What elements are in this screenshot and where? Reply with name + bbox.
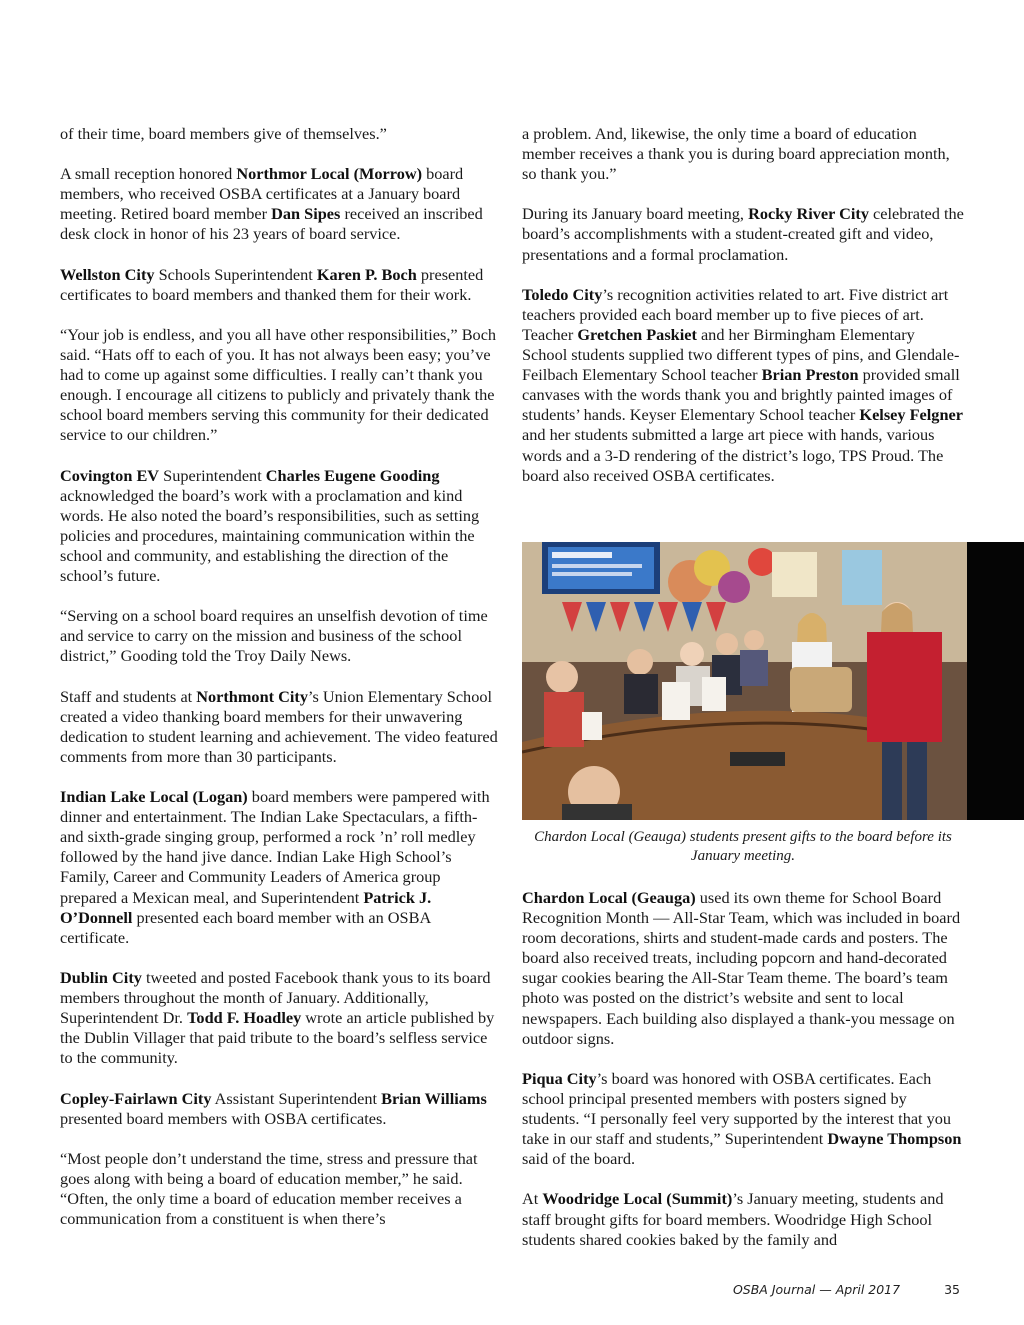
paragraph-indian-lake: Indian Lake Local (Logan) board members were pampered with dinner and entertainment. The Indian Lake Spectaculars, a fifth- and sixth-grade singing group, performed a rock ’n’ roll medley followed by the hand jive dance. Indian Lake High School’s Family, Career and Community Leaders of America group prepared a Mexican meal, and Superintendent Patrick J. O’Donnell presented each board member with an OSBA certificate. bbox=[60, 787, 490, 947]
person-name: Brian Williams bbox=[381, 1088, 487, 1108]
right-column-upper bbox=[522, 124, 964, 506]
paragraph-chardon: Chardon Local (Geauga) used its own theme for School Board Recognition Month — All-Star Team, which was included in board room decorations, shirts and student-made cards and posters. The board also received treats, including popcorn and hand-decorated sugar cookies bearing the All-Star Team theme. The board’s team photo was posted on the district’s website and sent to local newspapers. Each building also displayed a thank-you message on outdoor signs. bbox=[522, 888, 961, 1048]
person-name: Gretchen Paskiet bbox=[577, 324, 697, 344]
district-name: Toledo City bbox=[522, 284, 603, 304]
paragraph-woodridge: At Woodridge Local (Summit)’s January meeting, students and staff brought gifts for board members. Woodridge High School students shared cookies baked by the family and bbox=[522, 1189, 944, 1249]
paragraph-rocky-river: During its January board meeting, Rocky River City celebrated the board’s accomplishments with a student-created gift and video, presentations and a formal proclamation. bbox=[522, 204, 964, 264]
paragraph-copley: Copley-Fairlawn City Assistant Superintendent Brian Williams presented board members with OSBA certificates. bbox=[60, 1088, 487, 1128]
district-name: Rocky River City bbox=[748, 204, 869, 224]
photo-illustration bbox=[522, 542, 1024, 820]
person-name: Dwayne Thompson bbox=[827, 1129, 962, 1149]
left-column bbox=[60, 124, 500, 1249]
person-name: Charles Eugene Gooding bbox=[265, 465, 440, 485]
district-name: Woodridge Local (Summit) bbox=[542, 1189, 733, 1209]
person-name: Kelsey Felgner bbox=[859, 405, 963, 425]
paragraph-text: of their time, board members give of themselves.” bbox=[60, 124, 387, 143]
paragraph-quote-gooding: “Serving on a school board requires an unselfish devotion of time and service to carry on the mission and business of the school district,” Gooding told the Troy Daily News. bbox=[60, 606, 488, 666]
person-name: Patrick J. O’Donnell bbox=[60, 887, 432, 927]
district-name: Chardon Local (Geauga) bbox=[522, 888, 696, 907]
district-name: Indian Lake Local (Logan) bbox=[60, 787, 248, 807]
journal-title: OSBA Journal — April 2017 bbox=[732, 1282, 901, 1297]
district-name: Wellston City bbox=[60, 264, 155, 284]
paragraph-piqua: Piqua City’s board was honored with OSBA certificates. Each school principal presented members with posters signed by students. “I personally feel very supported by the interest that you take in our staff and students,” Superintendent Dwayne Thompson said of the board. bbox=[522, 1068, 962, 1169]
photo-caption: Chardon Local (Geauga) students present gifts to the board before its January meeting. bbox=[534, 829, 952, 864]
person-name: Brian Preston bbox=[761, 365, 859, 385]
paragraph-quote-williams: “Most people don’t understand the time, stress and pressure that goes along with being a board of education member,” he said. “Often, the only time a board of education member receives a communication from a constituent is when there’s bbox=[60, 1148, 478, 1229]
paragraph-quote-boch: “Your job is endless, and you all have other responsibilities,” Boch said. “Hats off to each of you. It has not always been easy; you’ve had to come up against some difficulties. I really can’t thank you enough. I encourage all citizens to publicly and privately thank the school board members serving this community for their dedicated service to our children.” bbox=[60, 324, 497, 445]
paragraph-dublin: Dublin City tweeted and posted Facebook thank yous to its board members throughout the month of January. Additionally, Superintendent Dr. Todd F. Hoadley wrote an article published by the Dublin Villager that paid tribute to the board’s selfless service to the community. bbox=[60, 967, 495, 1068]
paragraph-wellston: Wellston City Schools Superintendent Karen P. Boch presented certificates to board members and thanked them for their work. bbox=[60, 264, 484, 304]
person-name: Todd F. Hoadley bbox=[187, 1008, 302, 1028]
paragraph-continued: a problem. And, likewise, the only time a board of education member receives a thank you is during board appreciation month, so thank you.” bbox=[522, 124, 950, 184]
paragraph-toledo: Toledo City’s recognition activities related to art. Five district art teachers provided each board member up to five pieces of art. Teacher Gretchen Paskiet and her Birmingham Elementary School students supplied two different types of pins, and Glendale-Feilbach Elementary School teacher Brian Preston provided small canvases with the words thank you and brightly painted images of students’ hands. Keyser Elementary School teacher Kelsey Felgner and her students submitted a large art piece with hands, various words and a 3-D rendering of the district’s logo, TPS Proud. The board also received OSBA certificates. bbox=[522, 284, 963, 485]
page-footer bbox=[620, 1282, 960, 1297]
district-name: Northmont City bbox=[196, 686, 308, 706]
paragraph-northmont: Staff and students at Northmont City’s Union Elementary School created a video thanking board members for their unwavering dedication to student learning and achievement. The video featured comments from more than 30 participants. bbox=[60, 686, 498, 766]
paragraph-covington: Covington EV Superintendent Charles Eugene Gooding acknowledged the board’s work with a proclamation and kind words. He also noted the board’s responsibilities, such as setting policies and procedures, maintaining communication within the school and community, and establishing the direction of the school’s future. bbox=[60, 465, 480, 586]
person-name: Dan Sipes bbox=[271, 204, 341, 224]
district-name: Northmor Local (Morrow) bbox=[236, 164, 423, 184]
district-name: Dublin City bbox=[60, 967, 142, 987]
right-column-lower bbox=[522, 888, 964, 1270]
paragraph bbox=[60, 124, 500, 144]
district-name: Covington EV bbox=[60, 465, 160, 485]
paragraph-northmor: A small reception honored Northmor Local (Morrow) board members, who received OSBA certificates at a January board meeting. Retired board member Dan Sipes received an inscribed desk clock in honor of his 23 years of board service. bbox=[60, 164, 483, 244]
district-name: Copley-Fairlawn City bbox=[60, 1088, 212, 1108]
page-number: 35 bbox=[944, 1282, 960, 1297]
district-name: Piqua City bbox=[522, 1068, 597, 1088]
board-meeting-photo bbox=[522, 542, 1024, 820]
person-name: Karen P. Boch bbox=[316, 264, 417, 284]
